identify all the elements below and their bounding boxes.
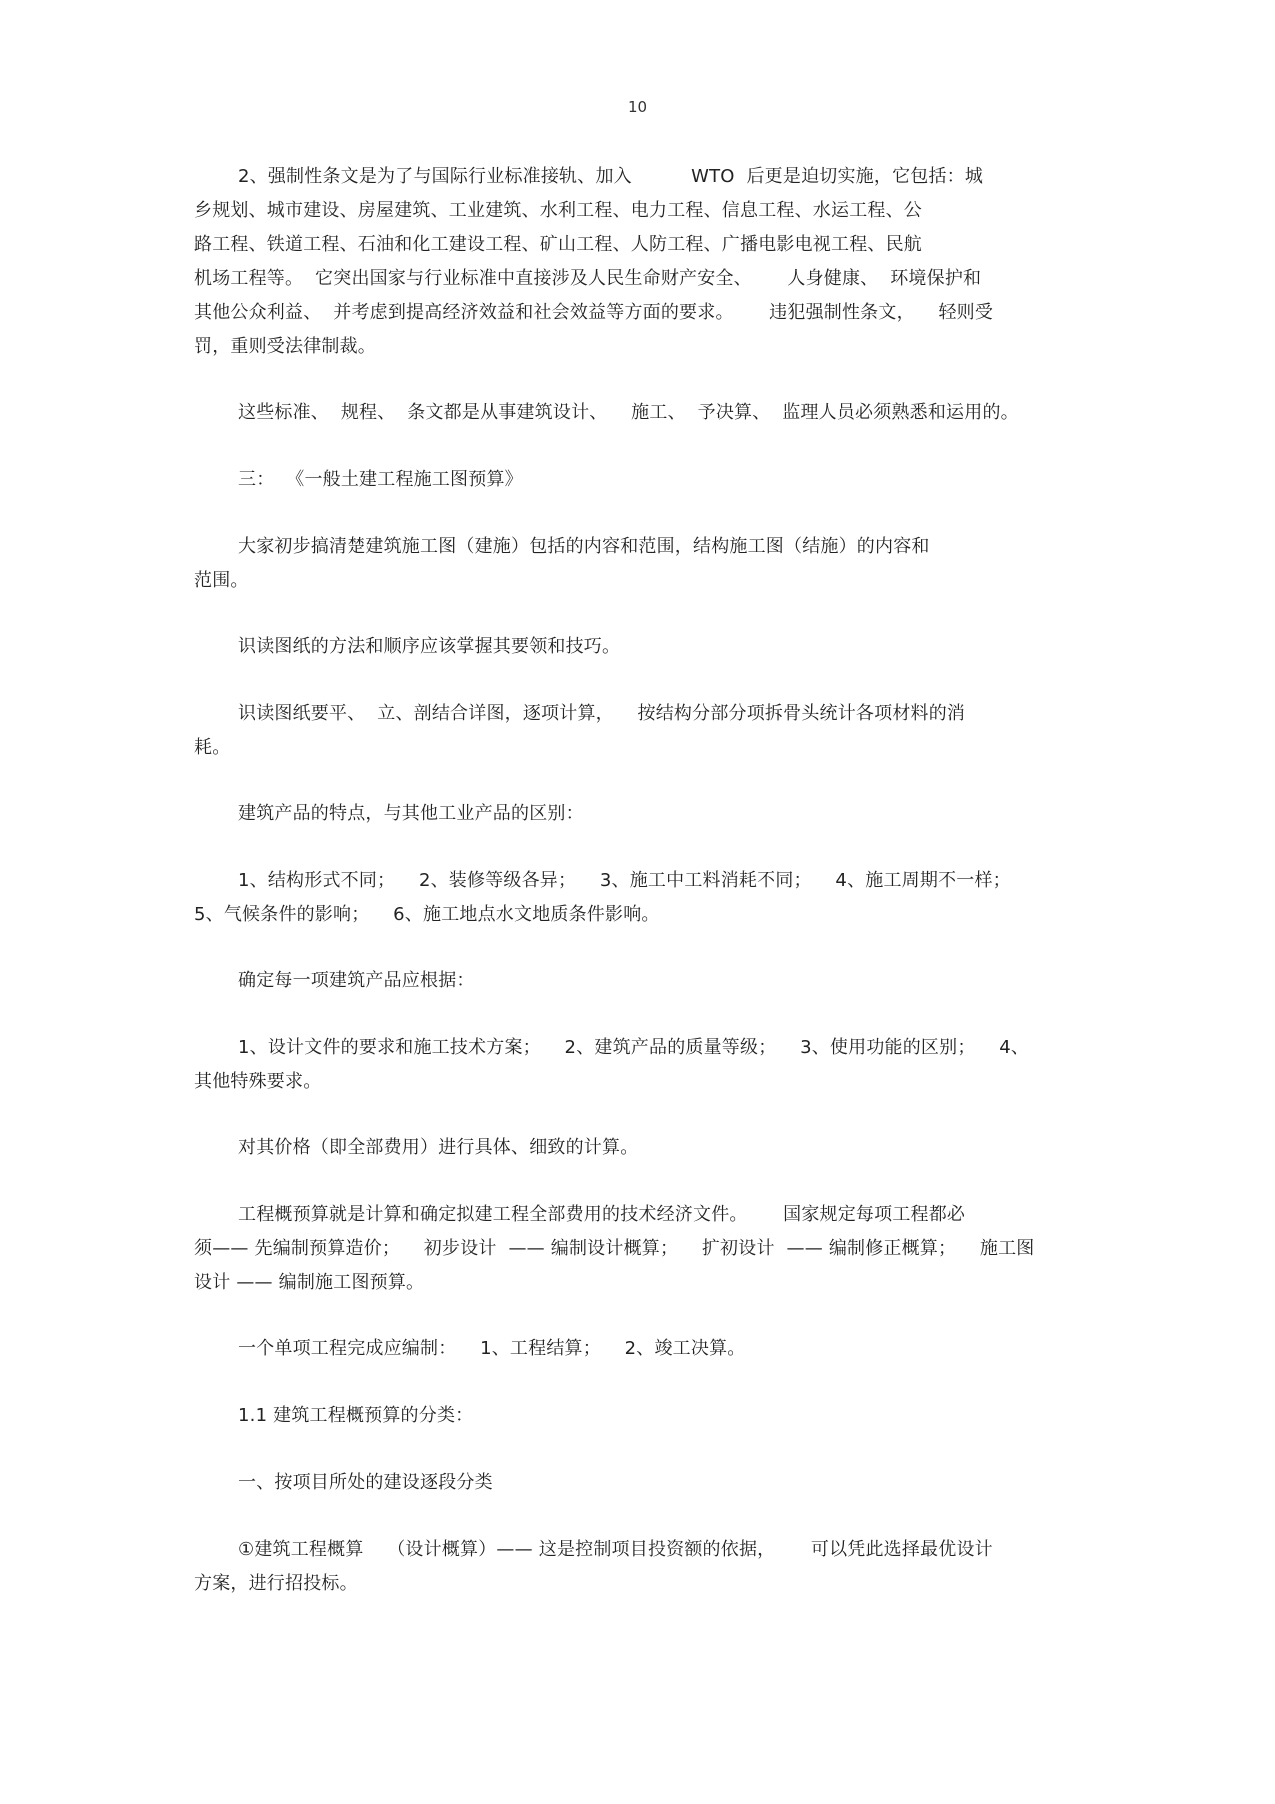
paragraph-product-features-list: 1、结构形式不同； 2、装修等级各异； 3、施工中工料消耗不同； 4、施工周期不一样； 5、气候条件的影响； 6、施工地点水文地质条件影响。 — [194, 870, 1011, 925]
section-heading-by-stage: 一、按项目所处的建设逐段分类 — [238, 1472, 493, 1493]
paragraph-mandatory-provisions: 2、强制性条文是为了与国际行业标准接轨、加入 WTO 后更是迫切实施，它包括：城 乡规划、城市建设、房屋建筑、工业建筑、水利工程、电力工程、信息工程、水运工程、公 路工程、铁道工程、石油和化工建设工程、矿山工程、人防工程、广播电影电视工程、民航 机场工程等。 它突出国家与行业标准中直接涉及人民生命财产安全、 人身健康、 环境保护和 其他公众利益、 并考虑到提高经济效益和社会效益等方面的要求。 违犯强制性条文， 轻则受 罚，重则受法律制裁。 — [194, 166, 994, 357]
paragraph-reading-calculation: 识读图纸要平、 立、剖结合详图，逐项计算， 按结构分部分项拆骨头统计各项材料的消 耗。 — [194, 703, 966, 758]
page-number: 10 — [627, 98, 648, 116]
paragraph-basis-list: 1、设计文件的要求和施工技术方案； 2、建筑产品的质量等级； 3、使用功能的区别； 4、 其他特殊要求。 — [194, 1037, 1030, 1092]
paragraph-basis-heading: 确定每一项建筑产品应根据： — [238, 970, 475, 991]
paragraph-product-features-heading: 建筑产品的特点，与其他工业产品的区别： — [238, 803, 584, 824]
section-heading-1-1: 1.1 建筑工程概预算的分类： — [238, 1405, 474, 1426]
paragraph-drawing-scope: 大家初步搞清楚建筑施工图（建施）包括的内容和范围，结构施工图（结施）的内容和 范围。 — [194, 536, 930, 591]
paragraph-reading-method: 识读图纸的方法和顺序应该掌握其要领和技巧。 — [238, 636, 621, 657]
paragraph-price-calculation: 对其价格（即全部费用）进行具体、细致的计算。 — [238, 1137, 639, 1158]
paragraph-design-estimate: ①建筑工程概算 （设计概算）—— 这是控制项目投资额的依据， 可以凭此选择最优设计 方案，进行招投标。 — [194, 1539, 993, 1594]
section-heading-three: 三： 《一般土建工程施工图预算》 — [238, 469, 523, 490]
paragraph-single-project: 一个单项工程完成应编制： 1、工程结算； 2、竣工决算。 — [238, 1338, 746, 1359]
paragraph-budget-definition: 工程概预算就是计算和确定拟建工程全部费用的技术经济文件。 国家规定每项工程都必 须—— 先编制预算造价； 初步设计 —— 编制设计概算； 扩初设计 —— 编制修正概算； 施工图 设计 —— 编制施工图预算。 — [194, 1204, 1035, 1293]
paragraph-standards: 这些标准、 规程、 条文都是从事建筑设计、 施工、 予决算、 监理人员必须熟悉和运用的。 — [238, 402, 1019, 423]
